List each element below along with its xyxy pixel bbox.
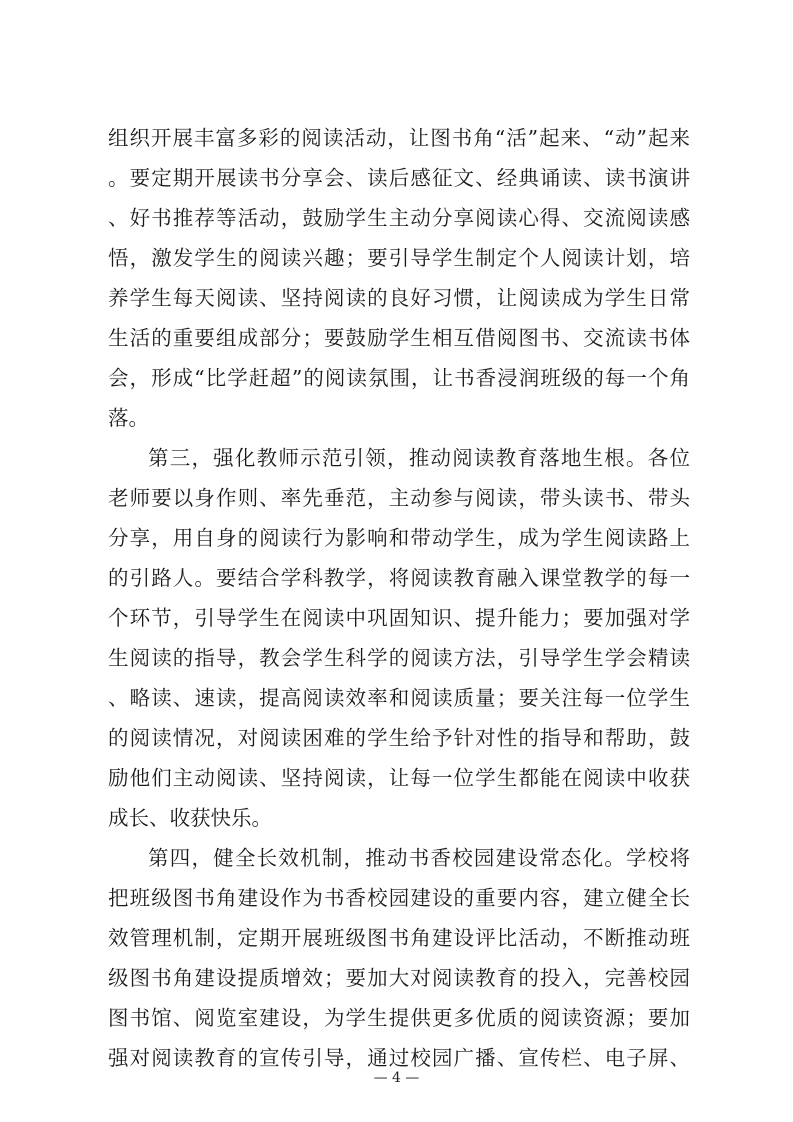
text-line: 的引路人。要结合学科教学，将阅读教育融入课堂教学的每一 [108,566,690,590]
text-line: 老师要以身作则、率先垂范，主动参与阅读，带头读书、带头 [108,486,690,510]
text-line: 养学生每天阅读、坚持阅读的良好习惯，让阅读成为学生日常 [108,286,690,310]
text-line: 的阅读情况，对阅读困难的学生给予针对性的指导和帮助，鼓 [108,726,690,750]
text-line: 组织开展丰富多彩的阅读活动，让图书角“活”起来、“动”起来 [108,126,690,150]
paragraph-heading-line: 第三，强化教师示范引领，推动阅读教育落地生根。各位 [148,446,690,470]
text-line: 效管理机制，定期开展班级图书角建设评比活动，不断推动班 [108,926,690,950]
text-line: 悟，激发学生的阅读兴趣；要引导学生制定个人阅读计划，培 [108,246,690,270]
paragraph-heading-line: 第四，健全长效机制，推动书香校园建设常态化。学校将 [148,846,690,870]
text-line: 励他们主动阅读、坚持阅读，让每一位学生都能在阅读中收获 [108,766,690,790]
text-line: 强对阅读教育的宣传引导，通过校园广播、宣传栏、电子屏、 [108,1046,690,1070]
text-line: 图书馆、阅览室建设，为学生提供更多优质的阅读资源；要加 [108,1006,690,1030]
text-line: 、好书推荐等活动，鼓励学生主动分享阅读心得、交流阅读感 [108,206,690,230]
text-line: 落。 [108,406,149,430]
text-line: 生阅读的指导，教会学生科学的阅读方法，引导学生学会精读 [108,646,690,670]
text-line: 分享，用自身的阅读行为影响和带动学生，成为学生阅读路上 [108,526,690,550]
text-line: 成长、收获快乐。 [108,806,272,830]
text-line: 级图书角建设提质增效；要加大对阅读教育的投入，完善校园 [108,966,690,990]
text-line: 个环节，引导学生在阅读中巩固知识、提升能力；要加强对学 [108,606,690,630]
text-line: 。要定期开展读书分享会、读后感征文、经典诵读、读书演讲 [108,166,690,190]
text-line: 生活的重要组成部分；要鼓励学生相互借阅图书、交流读书体 [108,326,690,350]
text-line: 会，形成“比学赶超”的阅读氛围，让书香浸润班级的每一个角 [108,366,690,390]
page-number: — 4 — [373,1070,420,1086]
text-line: 把班级图书角建设作为书香校园建设的重要内容，建立健全长 [108,886,690,910]
text-line: 、略读、速读，提高阅读效率和阅读质量；要关注每一位学生 [108,686,690,710]
